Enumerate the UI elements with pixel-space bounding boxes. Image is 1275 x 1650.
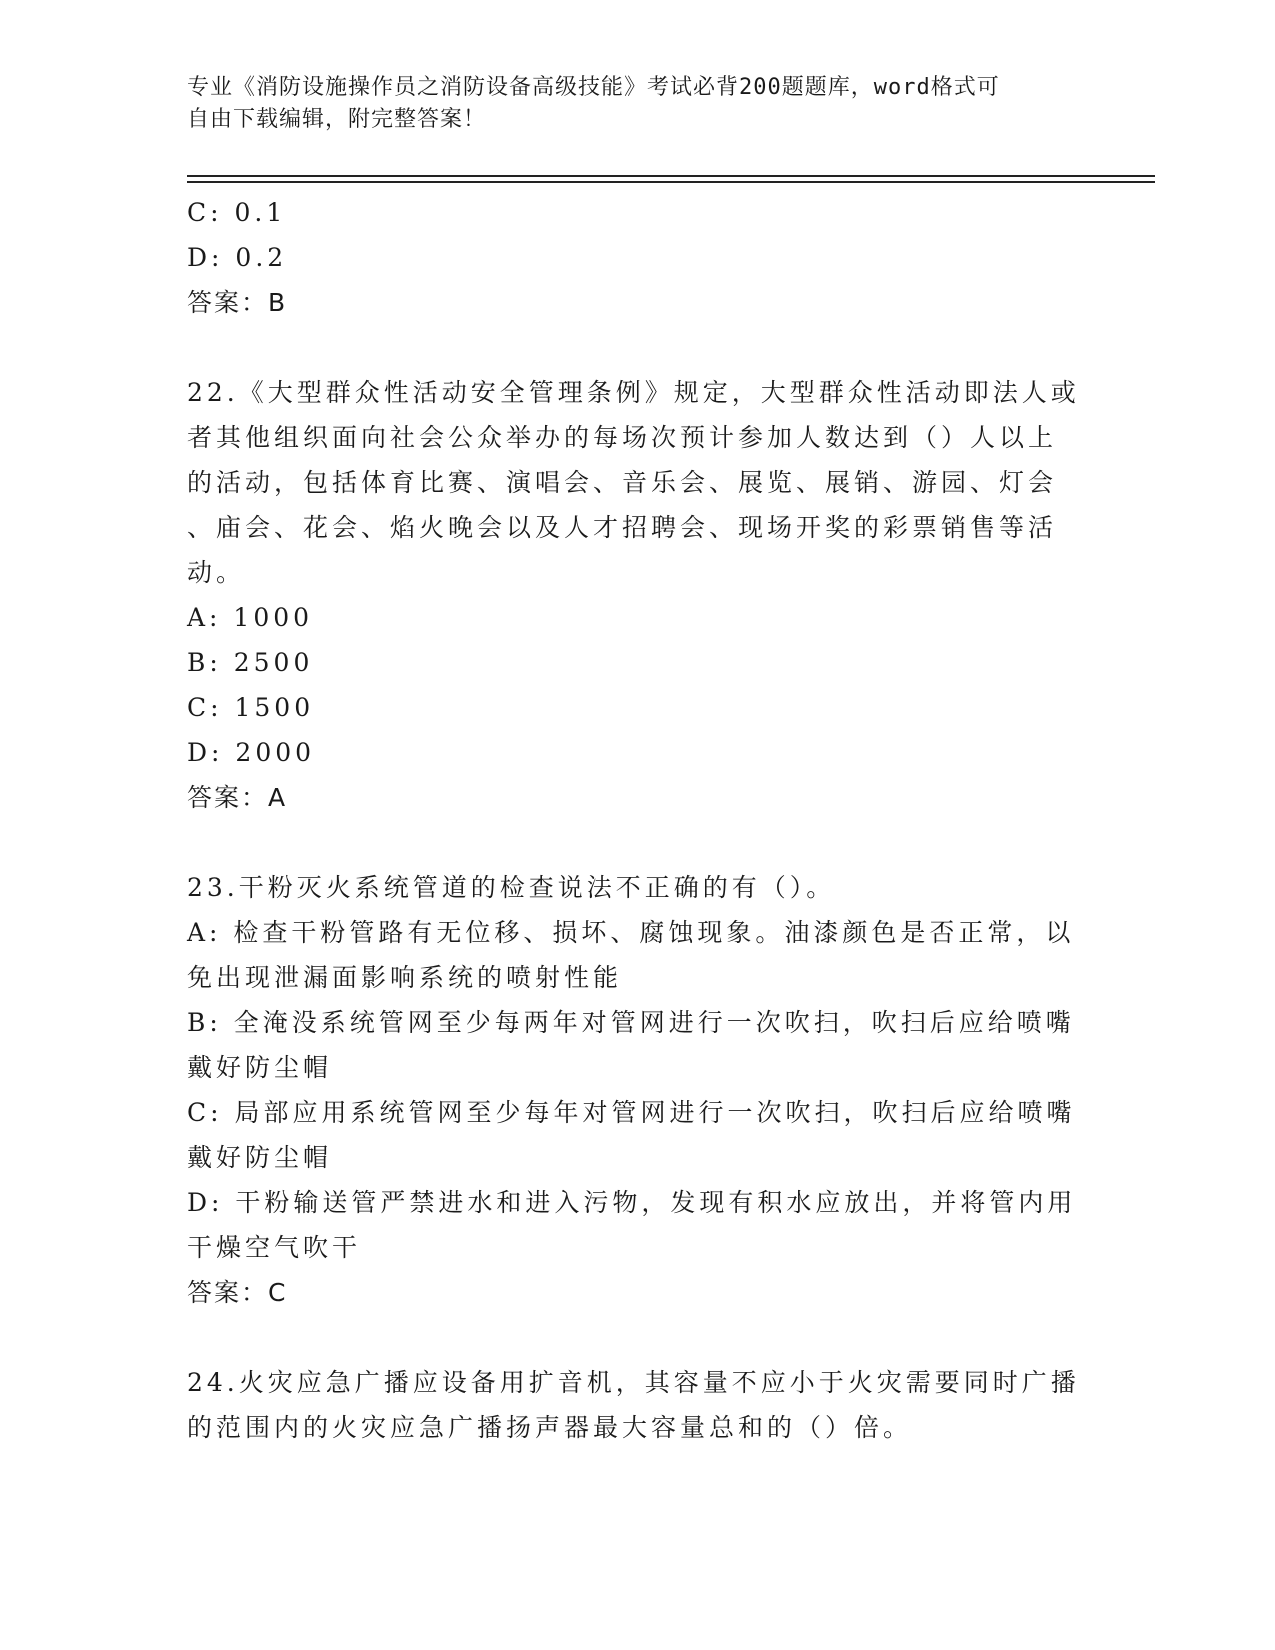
document-header xyxy=(187,72,1087,136)
option-a: A: 1000 xyxy=(187,603,314,632)
question-stem-line: 的范围内的火灾应急广播扬声器最大容量总和的（）倍。 xyxy=(187,1413,913,1442)
question-stem: 23.干粉灭火系统管道的检查说法不正确的有（）。 xyxy=(187,873,836,902)
option-c: C: 局部应用系统管网至少每年对管网进行一次吹扫，吹扫后应给喷嘴 xyxy=(187,1098,1076,1127)
header-rule-top xyxy=(187,175,1155,177)
document-body xyxy=(187,190,1087,1450)
option-c: C: 1500 xyxy=(187,693,315,722)
question-stem-line: 24.火灾应急广播应设备用扩音机，其容量不应小于火灾需要同时广播 xyxy=(187,1368,1080,1397)
question-24 xyxy=(187,1360,1087,1450)
option-c: C: 0.1 xyxy=(187,198,287,227)
question-stem-line: 、庙会、花会、焰火晚会以及人才招聘会、现场开奖的彩票销售等活 xyxy=(187,513,1058,542)
header-line-2: 自由下载编辑，附完整答案！ xyxy=(187,107,487,132)
question-stem-line: 22.《大型群众性活动安全管理条例》规定，大型群众性活动即法人或 xyxy=(187,378,1080,407)
option-d: D: 2000 xyxy=(187,738,316,767)
question-23 xyxy=(187,865,1087,1315)
question-stem-line: 的活动，包括体育比赛、演唱会、音乐会、展览、展销、游园、灯会 xyxy=(187,468,1058,497)
option-d: D: 干粉输送管严禁进水和进入污物，发现有积水应放出，并将管内用 xyxy=(187,1188,1077,1217)
option-d: D: 0.2 xyxy=(187,243,288,272)
option-b-cont: 戴好防尘帽 xyxy=(187,1053,333,1082)
answer: 答案：A xyxy=(187,783,288,812)
option-b: B: 全淹没系统管网至少每两年对管网进行一次吹扫，吹扫后应给喷嘴 xyxy=(187,1008,1075,1037)
option-a: A: 检查干粉管路有无位移、损坏、腐蚀现象。油漆颜色是否正常，以 xyxy=(187,918,1075,947)
question-22 xyxy=(187,370,1087,820)
answer: 答案：B xyxy=(187,288,288,317)
answer: 答案：C xyxy=(187,1278,288,1307)
option-b: B: 2500 xyxy=(187,648,314,677)
option-d-cont: 干燥空气吹干 xyxy=(187,1233,362,1262)
option-a-cont: 免出现泄漏面影响系统的喷射性能 xyxy=(187,963,623,992)
header-line-1: 专业《消防设施操作员之消防设备高级技能》考试必背200题题库，word格式可 xyxy=(187,75,1000,100)
header-rule-bottom xyxy=(187,181,1155,183)
option-c-cont: 戴好防尘帽 xyxy=(187,1143,333,1172)
question-stem-line: 者其他组织面向社会公众举办的每场次预计参加人数达到（）人以上 xyxy=(187,423,1058,452)
question-stem-line: 动。 xyxy=(187,558,246,587)
